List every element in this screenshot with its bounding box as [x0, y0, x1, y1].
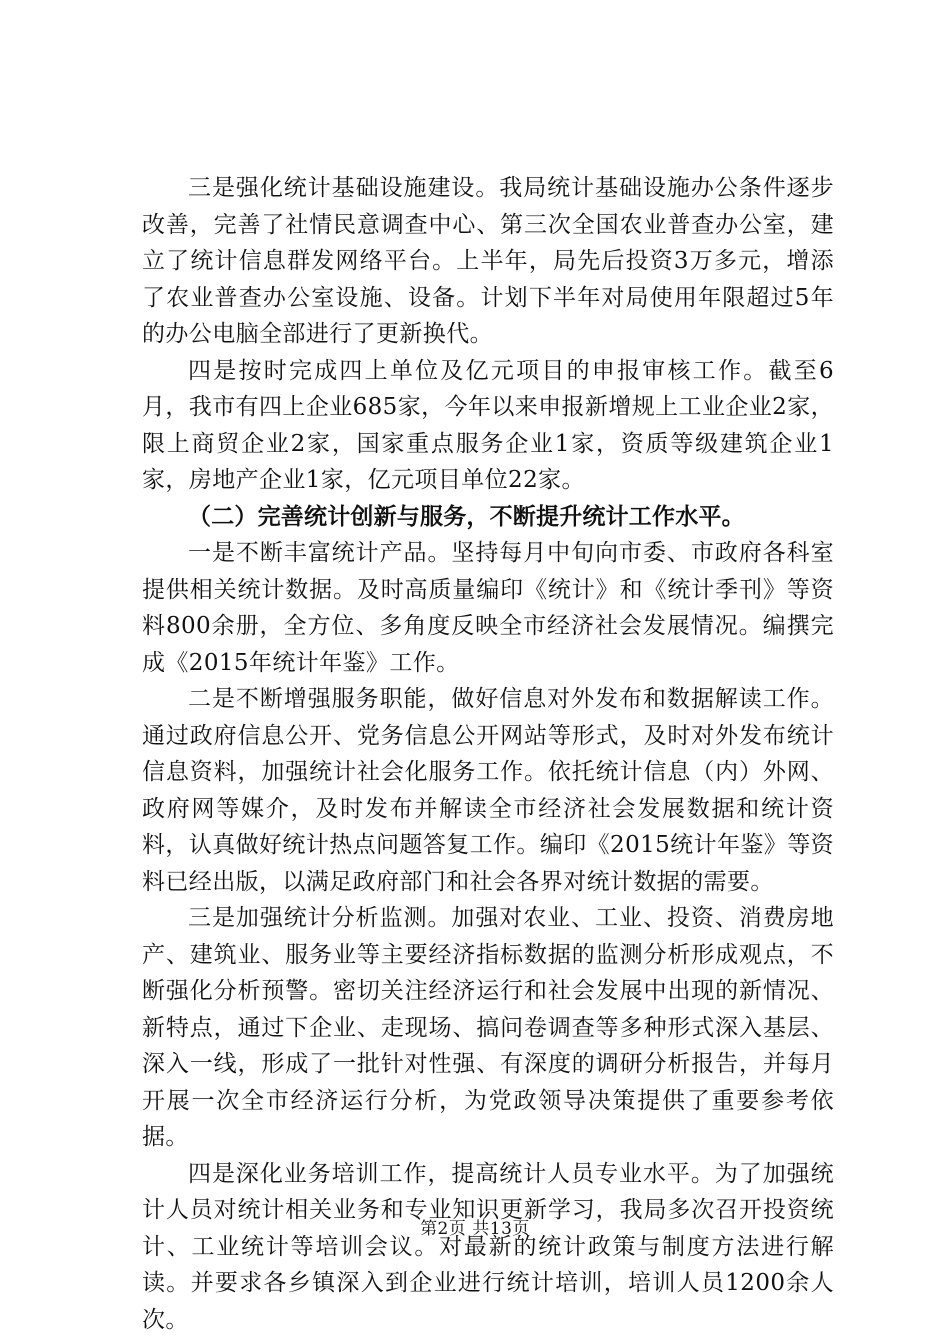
- paragraph-products: 一是不断丰富统计产品。坚持每月中旬向市委、市政府各科室提供相关统计数据。及时高质量编印《统计》和《统计季刊》等资料800余册，全方位、多角度反映全市经济社会发展情况。编撰完成《2015年统计年鉴》工作。: [142, 540, 834, 676]
- document-body: [142, 170, 834, 1338]
- section-heading: （二）完善统计创新与服务，不断提升统计工作水平。: [188, 503, 745, 530]
- paragraph-infrastructure: 三是强化统计基础设施建设。我局统计基础设施办公条件逐步改善，完善了社情民意调查中心、第三次全国农业普查办公室，建立了统计信息群发网络平台。上半年，局先后投资3万多元，增添了农业普查办公室设施、设备。计划下半年对局使用年限超过5年的办公电脑全部进行了更新换代。: [142, 175, 834, 347]
- paragraph-services: 二是不断增强服务职能，做好信息对外发布和数据解读工作。通过政府信息公开、党务信息公开网站等形式，及时对外发布统计信息资料，加强统计社会化服务工作。依托统计信息（内）外网、政府网等媒介，及时发布并解读全市经济社会发展数据和统计资料，认真做好统计热点问题答复工作。编印《2015统计年鉴》等资料已经出版，以满足政府部门和社会各界对统计数据的需要。: [142, 686, 834, 895]
- paragraph-analysis: 三是加强统计分析监测。加强对农业、工业、投资、消费房地产、建筑业、服务业等主要经济指标数据的监测分析形成观点，不断强化分析预警。密切关注经济运行和社会发展中出现的新情况、新特点，通过下企业、走现场、搞问卷调查等多种形式深入基层、深入一线，形成了一批针对性强、有深度的调研分析报告，并每月开展一次全市经济运行分析，为党政领导决策提供了重要参考依据。: [142, 905, 834, 1150]
- page-number-footer: 第2页 共13页: [420, 1219, 530, 1239]
- paragraph-reporting: 四是按时完成四上单位及亿元项目的申报审核工作。截至6月，我市有四上企业685家，今年以来申报新增规上工业企业2家，限上商贸企业2家，国家重点服务企业1家，资质等级建筑企业1家，房地产企业1家，亿元项目单位22家。: [142, 357, 834, 493]
- paragraph-training: 四是深化业务培训工作，提高统计人员专业水平。为了加强统计人员对统计相关业务和专业知识更新学习，我局多次召开投资统计、工业统计等培训会议。对最新的统计政策与制度方法进行解读。并要求各乡镇深入到企业进行统计培训，培训人员1200余人次。: [142, 1160, 834, 1333]
